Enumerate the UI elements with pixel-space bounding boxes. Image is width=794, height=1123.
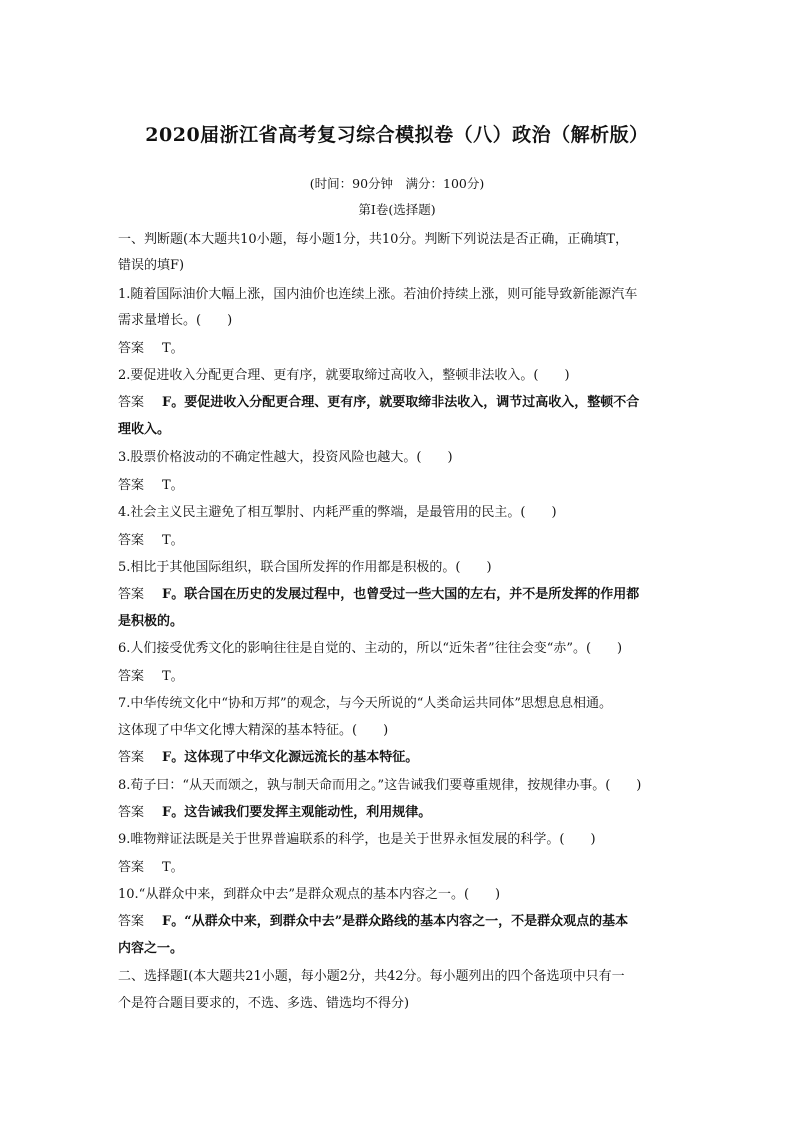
- answer-label: 答案: [118, 341, 145, 356]
- answer-text: F。这体现了中华文化源远流长的基本特征。: [162, 750, 419, 765]
- page-title: 2020届浙江省高考复习综合模拟卷（八）政治（解析版）: [145, 124, 649, 146]
- answer-label: 答案: [118, 805, 145, 820]
- question-1-line1: 1.随着国际油价大幅上涨，国内油价也连续上涨。若油价持续上涨，则可能导致新能源汽车: [118, 287, 638, 302]
- question-8-line1: 8.荀子曰：“从天而颂之，孰与制天命而用之。”这告诫我们要尊重规律，按规律办事。( ): [118, 778, 642, 793]
- answer-5: [118, 583, 688, 602]
- answer-label: 答案: [118, 478, 145, 493]
- question-9-line1: 9.唯物辩证法既是关于世界普遍联系的科学，也是关于世界永恒发展的科学。( ): [118, 832, 596, 847]
- question-7-line1: 7.中华传统文化中“协和万邦”的观念，与今天所说的“人类命运共同体”思想息息相通。: [118, 696, 612, 711]
- answer-4: [118, 529, 688, 548]
- question-5-line1: 5.相比于其他国际组织，联合国所发挥的作用都是积极的。( ): [118, 560, 492, 575]
- answer-label: 答案: [118, 395, 145, 410]
- question-1-line2: 需求量增长。( ): [118, 313, 233, 328]
- question-3-line1: 3.股票价格波动的不确定性越大，投资风险也越大。( ): [118, 450, 453, 465]
- answer-1: [118, 337, 688, 356]
- answer-3: [118, 474, 688, 493]
- answer-label: 答案: [118, 860, 145, 875]
- answer-label: 答案: [118, 669, 145, 684]
- answer-label: 答案: [118, 533, 145, 548]
- answer-label: 答案: [118, 750, 145, 765]
- answer-label: 答案: [118, 914, 145, 929]
- answer-10-line2: 内容之一。: [118, 941, 184, 956]
- answer-6: [118, 665, 688, 684]
- answer-text: F。“从群众中来，到群众中去”是群众路线的基本内容之一，不是群众观点的基本: [162, 914, 629, 929]
- question-2-line1: 2.要促进收入分配更合理、更有序，就要取缔过高收入，整顿非法收入。( ): [118, 368, 570, 383]
- section1-intro-line1: 一、判断题(本大题共10小题，每小题1分，共10分。判断下列说法是否正确，正确填T，: [118, 232, 629, 247]
- section2-intro-line1: 二、选择题Ⅰ(本大题共21小题，每小题2分，共42分。每小题列出的四个备选项中只有一: [118, 969, 625, 984]
- answer-2-line2: 理收入。: [118, 422, 171, 437]
- answer-10: [118, 910, 688, 929]
- section1-intro-line2: 错误的填F): [118, 258, 185, 273]
- volume-heading: 第Ⅰ卷(选择题): [358, 202, 436, 217]
- answer-text: T。: [162, 478, 184, 493]
- answer-label: 答案: [118, 587, 145, 602]
- answer-text: T。: [162, 669, 184, 684]
- question-7-line2: 这体现了中华文化博大精深的基本特征。( ): [118, 723, 389, 738]
- answer-text: F。联合国在历史的发展过程中，也曾受过一些大国的左右，并不是所发挥的作用都: [162, 587, 640, 602]
- question-4-line1: 4.社会主义民主避免了相互掣肘、内耗严重的弊端，是最管用的民主。( ): [118, 505, 557, 520]
- answer-text: F。这告诫我们要发挥主观能动性，利用规律。: [162, 805, 432, 820]
- answer-text: T。: [162, 860, 184, 875]
- answer-text: F。要促进收入分配更合理、更有序，就要取缔非法收入，调节过高收入，整顿不合: [162, 395, 640, 410]
- answer-8: [118, 801, 688, 820]
- question-6-line1: 6.人们接受优秀文化的影响往往是自觉的、主动的，所以“近朱者”往往会变“赤”。( ): [118, 641, 623, 656]
- section2-intro-line2: 个是符合题目要求的，不选、多选、错选均不得分): [118, 996, 410, 1011]
- answer-5-line2: 是积极的。: [118, 614, 184, 629]
- answer-7: [118, 746, 688, 765]
- question-10-line1: 10.“从群众中来，到群众中去”是群众观点的基本内容之一。( ): [118, 887, 501, 902]
- answer-text: T。: [162, 533, 184, 548]
- exam-meta: (时间：90分钟 满分：100分): [309, 176, 485, 191]
- answer-text: T。: [162, 341, 184, 356]
- answer-9: [118, 856, 688, 875]
- answer-2: [118, 391, 688, 410]
